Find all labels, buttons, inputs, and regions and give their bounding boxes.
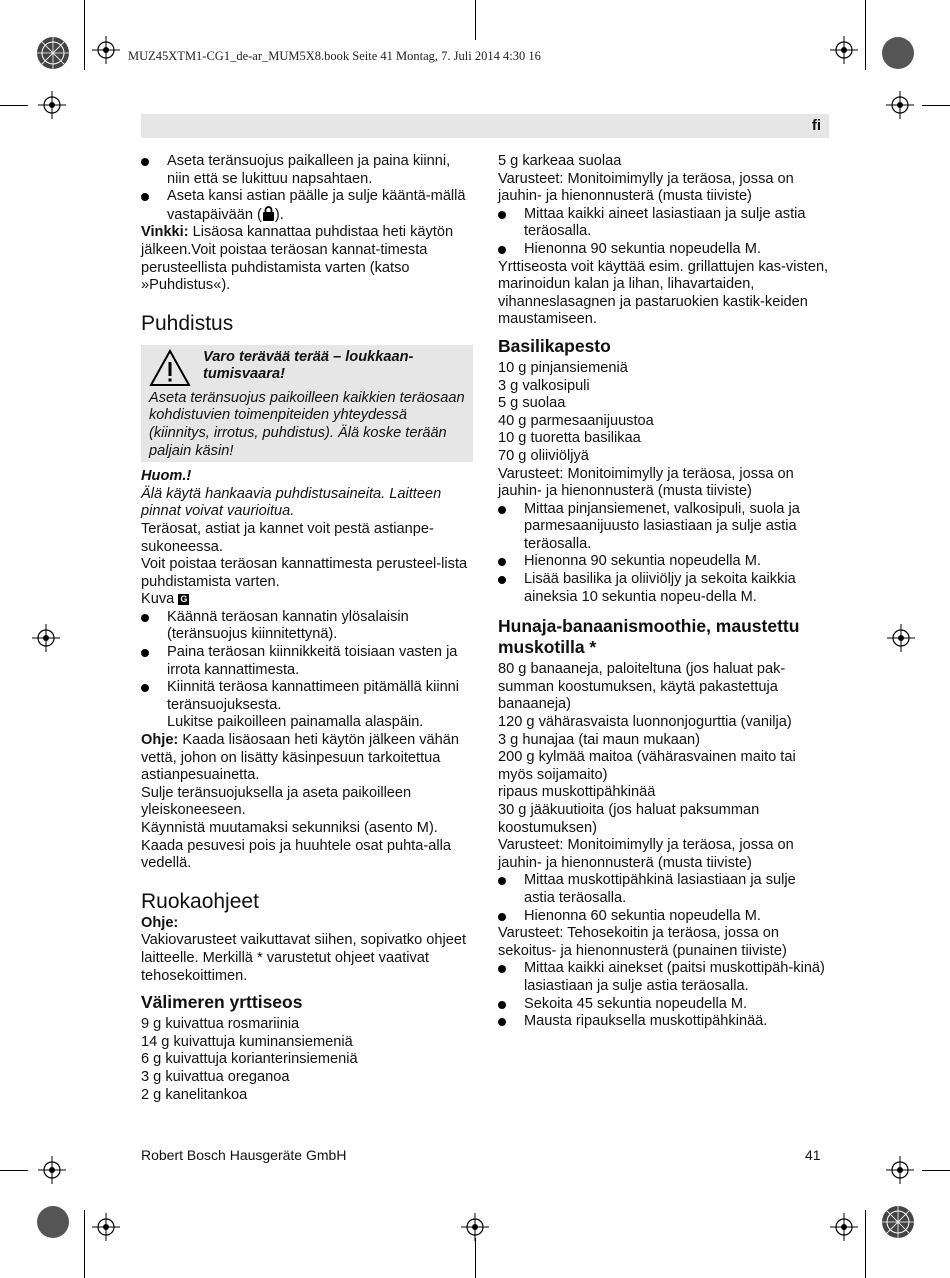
section-title-ruokaohjeet: Ruokaohjeet bbox=[141, 889, 259, 913]
recipe-title: Basilikapesto bbox=[498, 335, 611, 356]
bullet-item: Hienonna 90 sekuntia nopeudella M. bbox=[498, 553, 830, 571]
ingredient-item: 40 g parmesaanijuustoa bbox=[498, 412, 654, 429]
registration-target-icon bbox=[35, 1204, 71, 1240]
page-number: 41 bbox=[805, 1147, 821, 1163]
warning-text: Aseta teränsuojus paikoilleen kaikkien teräosaan kohdistuvien toimenpiteiden yhteydessä (kiinnitys, irrotus, puhdistus). Älä koske terään paljain käsin! bbox=[149, 389, 465, 459]
crosshair-icon bbox=[461, 1213, 489, 1241]
crosshair-icon bbox=[886, 1156, 914, 1184]
warning-title: Varo terävää terää – loukkaan-tumisvaara! bbox=[203, 348, 414, 383]
paragraph: Yrttiseosta voit käyttää esim. grillattujen kas-visten, marinoidun kalan ja lihan, lihavartaiden, vihanneslasagnen ja pastaruokien kastik-keiden maustamiseen. bbox=[498, 258, 829, 328]
section-title-puhdistus: Puhdistus bbox=[141, 311, 234, 335]
bullet-item: Mittaa kaikki ainekset (paitsi muskottipäh-kinä) lasiastiaan ja sulje astia teräosalla. bbox=[498, 960, 830, 995]
bullet-item: Mittaa pinjansiemenet, valkosipuli, suola ja parmesaanijuusto lasiastiaan ja sulje astia teräosalla. bbox=[498, 501, 830, 554]
ingredient-item: 14 g kuivattuja kuminansiemeniä bbox=[141, 1033, 353, 1050]
registration-target-icon bbox=[35, 35, 71, 71]
figure-ref: Kuva G bbox=[141, 591, 188, 608]
bullet-item: Sekoita 45 sekuntia nopeudella M. bbox=[498, 996, 830, 1014]
figure-letter-box: G bbox=[180, 594, 188, 605]
instruction-paragraph: Ohje: Kaada lisäosaan heti käytön jälkeen vähän vettä, johon on lisätty käsinpesuun tarkoitettua astianpesuainetta. bbox=[141, 732, 460, 784]
ingredient-item: 200 g kylmää maitoa (vähärasvainen maito tai myös soijamaito) bbox=[498, 749, 796, 783]
paragraph: Vakiovarusteet vaikuttavat siihen, sopivatko ohjeet laitteelle. Merkillä * varustetut ohjeet vaativat tehosekoittimen. bbox=[141, 932, 467, 984]
paragraph: Kaada pesuvesi pois ja huuhtele osat puhta-alla vedellä. bbox=[141, 837, 451, 872]
registration-target-icon bbox=[880, 35, 916, 71]
crosshair-icon bbox=[830, 36, 858, 64]
crosshair-icon bbox=[38, 1156, 66, 1184]
equipment-paragraph: Varusteet: Tehosekoitin ja teräosa, jossa on sekoitus- ja hienonnusterä (punainen tiiviste) bbox=[498, 925, 787, 959]
ingredient-item: 9 g kuivattua rosmariinia bbox=[141, 1016, 300, 1033]
bullet-item: Kiinnitä teräosa kannattimeen pitämällä kiinni teränsuojuksesta. Lukitse paikoilleen painamalla alaspäin. bbox=[141, 679, 473, 732]
crosshair-icon bbox=[886, 91, 914, 119]
ingredient-item: 120 g vähärasvaista luonnonjogurttia (vanilja) bbox=[498, 714, 792, 731]
warning-box bbox=[141, 345, 473, 462]
note-text: Älä käytä hankaavia puhdistusaineita. Laitteen pinnat voivat vaurioitua. bbox=[141, 485, 442, 520]
crosshair-icon bbox=[38, 91, 66, 119]
bullet-item: Paina teräosan kiinnikkeitä toisiaan vasten ja irrota kannattimesta. bbox=[141, 644, 473, 679]
ingredient-item: 3 g hunajaa (tai maun mukaan) bbox=[498, 731, 701, 748]
ingredient-item: 3 g kuivattua oreganoa bbox=[141, 1068, 290, 1085]
ingredient-item: 6 g kuivattuja korianterinsiemeniä bbox=[141, 1051, 358, 1068]
paragraph: Käynnistä muutamaksi sekunniksi (asento M). bbox=[141, 820, 438, 836]
bullet-item: Lisää basilika ja oliiviöljy ja sekoita kaikkia aineksia 10 sekuntia nopeu-della M. bbox=[498, 571, 830, 606]
bullet-item: Hienonna 60 sekuntia nopeudella M. bbox=[498, 908, 830, 926]
crosshair-icon bbox=[92, 1213, 120, 1241]
crosshair-icon bbox=[887, 624, 915, 652]
print-slug: MUZ45XTM1-CG1_de-ar_MUM5X8.book Seite 41 Montag, 7. Juli 2014 4:30 16 bbox=[128, 49, 541, 63]
ingredient-item: 3 g valkosipuli bbox=[498, 377, 590, 394]
bullet-item: Hienonna 90 sekuntia nopeudella M. bbox=[498, 241, 830, 259]
ingredient-item: 70 g oliiviöljyä bbox=[498, 447, 589, 464]
right-column bbox=[498, 153, 830, 1031]
recipe-title: Hunaja-banaanismoothie, maustettu muskotilla * bbox=[498, 616, 800, 658]
ingredient-item: 2 g kanelitankoa bbox=[141, 1086, 248, 1103]
bullet-item: Mittaa kaikki aineet lasiastiaan ja sulje astia teräosalla. bbox=[498, 206, 830, 241]
tip-paragraph: Vinkki: Lisäosa kannattaa puhdistaa heti käytön jälkeen.Voit poistaa teräosan kannat-timesta perusteellista puhdistamista varten (katso »Puhdistus«). bbox=[141, 224, 454, 294]
bullet-item: Käännä teräosan kannatin ylösalaisin (teränsuojus kiinnitettynä). bbox=[141, 609, 473, 644]
bullet-item: Aseta kansi astian päälle ja sulje kääntä-mällä vastapäivään ( ). bbox=[141, 188, 473, 224]
crosshair-icon bbox=[32, 624, 60, 652]
language-code: fi bbox=[811, 117, 821, 134]
crosshair-icon bbox=[830, 1213, 858, 1241]
ingredient-item: 80 g banaaneja, paloiteltuna (jos haluat pak-summan koostumuksen, käytä pakastettuja banaaneja) bbox=[498, 661, 786, 713]
equipment-paragraph: Varusteet: Monitoimimylly ja teräosa, jossa on jauhin- ja hienonnusterä (musta tiiviste) bbox=[498, 465, 794, 500]
ingredient-item: 10 g tuoretta basilikaa bbox=[498, 430, 641, 447]
language-band bbox=[141, 114, 829, 138]
paragraph: Voit poistaa teräosan kannattimesta perusteel-lista puhdistamista varten. bbox=[141, 556, 468, 590]
ingredient-item: 30 g jääkuutioita (jos haluat paksumman koostumuksen) bbox=[498, 802, 760, 836]
bullet-item: Mausta ripauksella muskottipähkinää. bbox=[498, 1013, 830, 1031]
ingredient-item: ripaus muskottipähkinää bbox=[498, 784, 656, 801]
bullet-item: Aseta teränsuojus paikalleen ja paina kiinni, niin että se lukittuu napsahtaen. bbox=[141, 153, 473, 188]
equipment-paragraph: Varusteet: Monitoimimylly ja teräosa, jossa on jauhin- ja hienonnusterä (musta tiiviste) bbox=[498, 170, 794, 205]
instruction-label: Ohje: bbox=[141, 914, 179, 931]
ingredient-item: 5 g suolaa bbox=[498, 395, 566, 412]
footer-company: Robert Bosch Hausgeräte GmbH bbox=[141, 1147, 347, 1163]
ingredient-item: 5 g karkeaa suolaa bbox=[498, 153, 622, 169]
paragraph: Teräosat, astiat ja kannet voit pestä astianpe-sukoneessa. bbox=[141, 520, 434, 555]
ingredient-item: 10 g pinjansiemeniä bbox=[498, 359, 628, 376]
note-label: Huom.! bbox=[141, 468, 192, 485]
lock-icon bbox=[262, 206, 275, 221]
equipment-paragraph: Varusteet: Monitoimimylly ja teräosa, jossa on jauhin- ja hienonnusterä (musta tiiviste) bbox=[498, 837, 794, 871]
paragraph: Sulje teränsuojuksella ja aseta paikoilleen yleiskoneeseen. bbox=[141, 784, 412, 819]
warning-triangle-icon bbox=[149, 349, 191, 387]
left-column bbox=[141, 153, 473, 1104]
registration-target-icon bbox=[880, 1204, 916, 1240]
recipe-title: Välimeren yrttiseos bbox=[141, 992, 303, 1013]
bullet-item: Mittaa muskottipähkinä lasiastiaan ja sulje astia teräosalla. bbox=[498, 872, 830, 907]
crosshair-icon bbox=[92, 36, 120, 64]
